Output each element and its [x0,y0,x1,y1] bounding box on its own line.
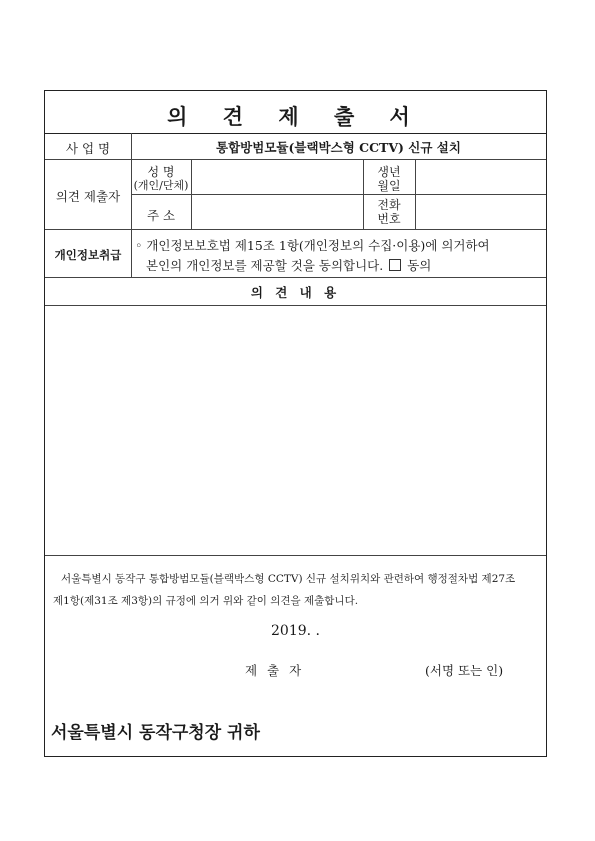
name-label: 성 명 (개인/단체) [133,165,189,192]
birth-field[interactable] [416,160,546,193]
phone-field[interactable] [416,195,546,228]
recipient: 서울특별시 동작구청장 귀하 [51,723,260,743]
phone-label: 전화 번호 [377,198,401,226]
opinion-form [44,90,547,757]
privacy-label: 개인정보취급 [54,248,122,262]
agree-label: 동의 [407,258,432,273]
address-label: 주 소 [146,208,176,223]
statement-line2: 제1항(제31조 제3항)의 규정에 의거 위와 같이 의견을 제출합니다. [53,595,359,607]
divider [45,229,546,230]
business-value: 통합방범모듈(블랙박스형 CCTV) 신규 설치 [216,140,461,155]
submitter-label: 의견 제출자 [55,189,121,204]
divider [131,229,132,277]
divider [45,133,546,134]
agree-checkbox[interactable] [389,259,401,271]
birth-label: 생년 월일 [377,165,401,193]
date: 2019. . [271,623,320,639]
submitter-sign-label: 제 출 자 [245,663,305,678]
business-label: 사 업 명 [65,141,111,156]
statement-line1: 서울특별시 동작구 통합방범모듈(블랙박스형 CCTV) 신규 설치위치와 관련하여 행정절차법 제27조 [61,573,516,585]
divider [45,555,546,556]
submitter-sign-field[interactable] [310,657,410,677]
content-header: 의 견 내 용 [250,285,341,300]
form-title: 의 견 제 출 서 [167,104,424,129]
opinion-content-area[interactable] [45,306,546,555]
sign-note: (서명 또는 인) [425,663,504,678]
name-field[interactable] [192,160,362,193]
privacy-text-line2: 본인의 개인정보를 제공할 것을 동의합니다. 동의 [146,258,432,273]
privacy-text-line1: ◦ 개인정보보호법 제15조 1항(개인정보의 수집·이용)에 의거하여 [135,238,490,253]
address-field[interactable] [192,195,362,228]
divider [45,277,546,278]
